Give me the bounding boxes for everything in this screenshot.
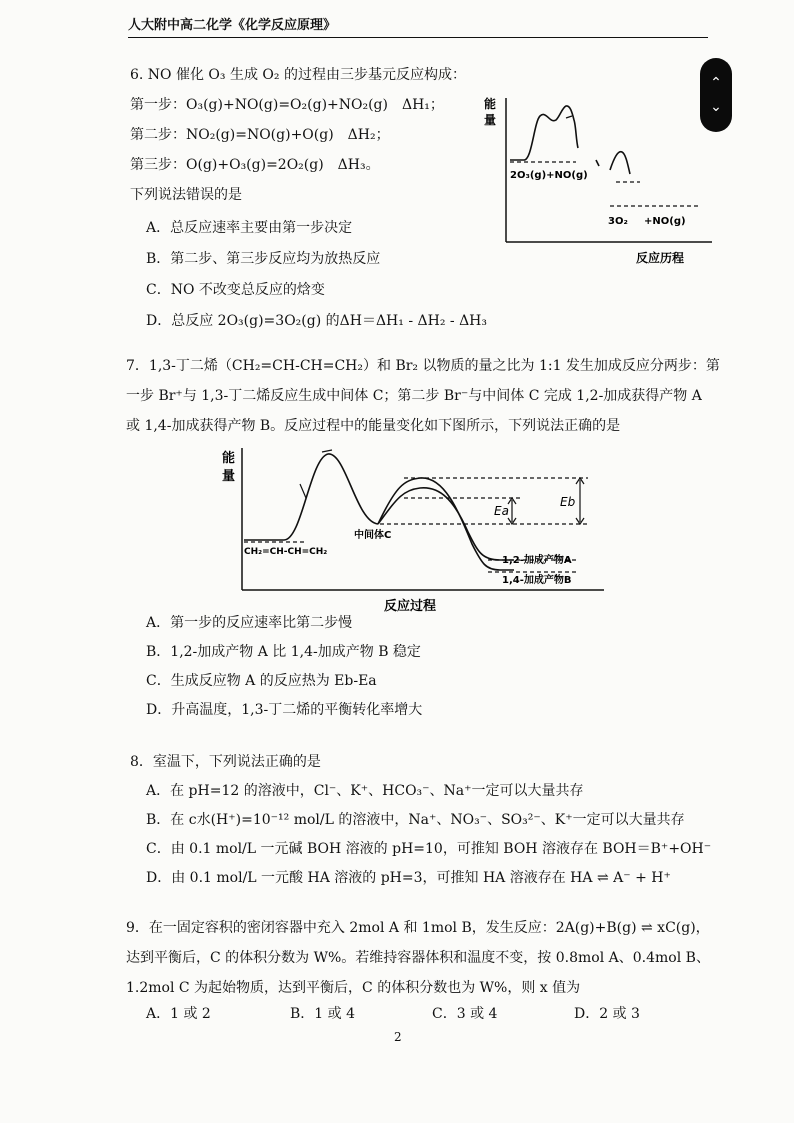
q6-energy-curve-1 xyxy=(510,106,578,160)
q6-energy-diagram xyxy=(480,88,720,273)
q7-label-reactant: CH₂=CH-CH=CH₂ xyxy=(244,547,328,557)
question-7 xyxy=(126,351,720,441)
q9-stem-line-2: 达到平衡后，C 的体积分数为 W%。若维持容器体积和温度不变，按 0.8mol A、0.4mol B、 xyxy=(126,950,710,966)
q6-step2: 第二步：NO₂(g)=NO(g)+O(g) ΔH₂； xyxy=(130,127,390,143)
page-number: 2 xyxy=(394,1030,402,1044)
chevron-up-icon[interactable]: ⌃ xyxy=(710,75,722,91)
q7-label-ea: Ea xyxy=(494,504,509,518)
q6-label-end-b: +NO(g) xyxy=(644,216,686,227)
q7-label-a: 1,2-加成产物A xyxy=(502,555,572,566)
q6-energy-curve-2 xyxy=(610,152,630,174)
q7-xlabel: 反应过程 xyxy=(384,599,437,614)
q8-stem: 8．室温下，下列说法正确的是 xyxy=(130,754,321,770)
q6-prompt: 下列说法错误的是 xyxy=(130,187,242,203)
q7-curve-tick-1 xyxy=(300,484,306,498)
q9-option-c: C．3 或 4 xyxy=(432,1006,498,1022)
q6-option-d: D．总反应 2O₃(g)=3O₂(g) 的ΔH＝ΔH₁ - ΔH₂ - ΔH₃ xyxy=(146,313,487,329)
question-6 xyxy=(130,60,466,210)
q7-option-d: D．升高温度，1,3-丁二烯的平衡转化率增大 xyxy=(146,702,423,718)
q7-stem-line-2: 一步 Br⁺与 1,3-丁二烯反应生成中间体 C；第二步 Br⁻与中间体 C 完成 1,2-加成获得产物 A xyxy=(126,388,702,404)
q7-option-c: C．生成反应物 A 的反应热为 Eb-Ea xyxy=(146,673,377,689)
q6-ylabel-1: 能 xyxy=(484,97,497,111)
q7-label-intermediate: 中间体C xyxy=(354,530,392,541)
q7-stem-line-3: 或 1,4-加成获得产物 B。反应过程中的能量变化如下图所示，下列说法正确的是 xyxy=(126,418,621,434)
q7-option-b: B．1,2-加成产物 A 比 1,4-加成产物 B 稳定 xyxy=(146,644,421,660)
chevron-down-icon[interactable]: ⌄ xyxy=(710,99,722,115)
q7-curve-step1 xyxy=(244,454,378,540)
q9-option-b: B．1 或 4 xyxy=(290,1006,356,1022)
question-9 xyxy=(126,913,710,1003)
q6-label-end-a: 3O₂ xyxy=(608,216,628,227)
q6-step1: 第一步：O₃(g)+NO(g)=O₂(g)+NO₂(g) ΔH₁； xyxy=(130,97,444,113)
q7-label-b: 1,4-加成产物B xyxy=(502,575,572,586)
q9-stem-line-3: 1.2mol C 为起始物质，达到平衡后，C 的体积分数也为 W%，则 x 值为 xyxy=(126,980,581,996)
q7-option-a: A．第一步的反应速率比第二步慢 xyxy=(146,615,353,631)
q7-ylabel-1: 能 xyxy=(222,451,236,466)
q7-energy-diagram xyxy=(220,440,620,615)
q6-option-c: C．NO 不改变总反应的焓变 xyxy=(146,282,325,298)
q6-stem: 6. NO 催化 O₃ 生成 O₂ 的过程由三步基元反应构成： xyxy=(130,67,466,83)
q8-option-c: C．由 0.1 mol/L 一元碱 BOH 溶液的 pH=10，可推知 BOH 溶液存在 BOH＝B⁺+OH⁻ xyxy=(146,841,712,857)
q6-energy-curve-dash xyxy=(596,160,599,166)
q9-stem-line-1: 9．在一固定容积的密闭容器中充入 2mol A 和 1mol B，发生反应：2A(g)+B(g) ⇌ xC(g)， xyxy=(126,920,710,936)
q8-option-d: D．由 0.1 mol/L 一元酸 HA 溶液的 pH=3，可推知 HA 溶液存在 HA ⇌ A⁻ + H⁺ xyxy=(146,870,671,886)
q6-xlabel: 反应历程 xyxy=(636,251,685,265)
q6-label-start: 2O₃(g)+NO(g) xyxy=(510,170,588,181)
q7-stem-line-1: 7．1,3-丁二烯（CH₂=CH-CH=CH₂）和 Br₂ 以物质的量之比为 1:1 发生加成反应分两步：第 xyxy=(126,358,720,374)
page-header: 人大附中高二化学《化学反应原理》 xyxy=(128,14,708,38)
q7-curve-tick-2 xyxy=(322,450,332,452)
q6-step3: 第三步：O(g)+O₃(g)=2O₂(g) ΔH₃。 xyxy=(130,157,380,173)
q8-option-b: B．在 c水(H⁺)=10⁻¹² mol/L 的溶液中，Na⁺、NO₃⁻、SO₃²⁻、K⁺一定可以大量共存 xyxy=(146,812,685,828)
q7-ylabel-2: 量 xyxy=(222,469,236,484)
q6-option-a: A．总反应速率主要由第一步决定 xyxy=(146,220,353,236)
q9-option-a: A．1 或 2 xyxy=(146,1006,211,1022)
q6-ylabel-2: 量 xyxy=(484,113,497,127)
q9-option-d: D．2 或 3 xyxy=(574,1006,640,1022)
q7-label-eb: Eb xyxy=(560,495,576,509)
q6-energy-curve-1-tick xyxy=(566,116,572,118)
q8-option-a: A．在 pH=12 的溶液中，Cl⁻、K⁺、HCO₃⁻、Na⁺一定可以大量共存 xyxy=(146,783,584,799)
q6-option-b: B．第二步、第三步反应均为放热反应 xyxy=(146,251,381,267)
